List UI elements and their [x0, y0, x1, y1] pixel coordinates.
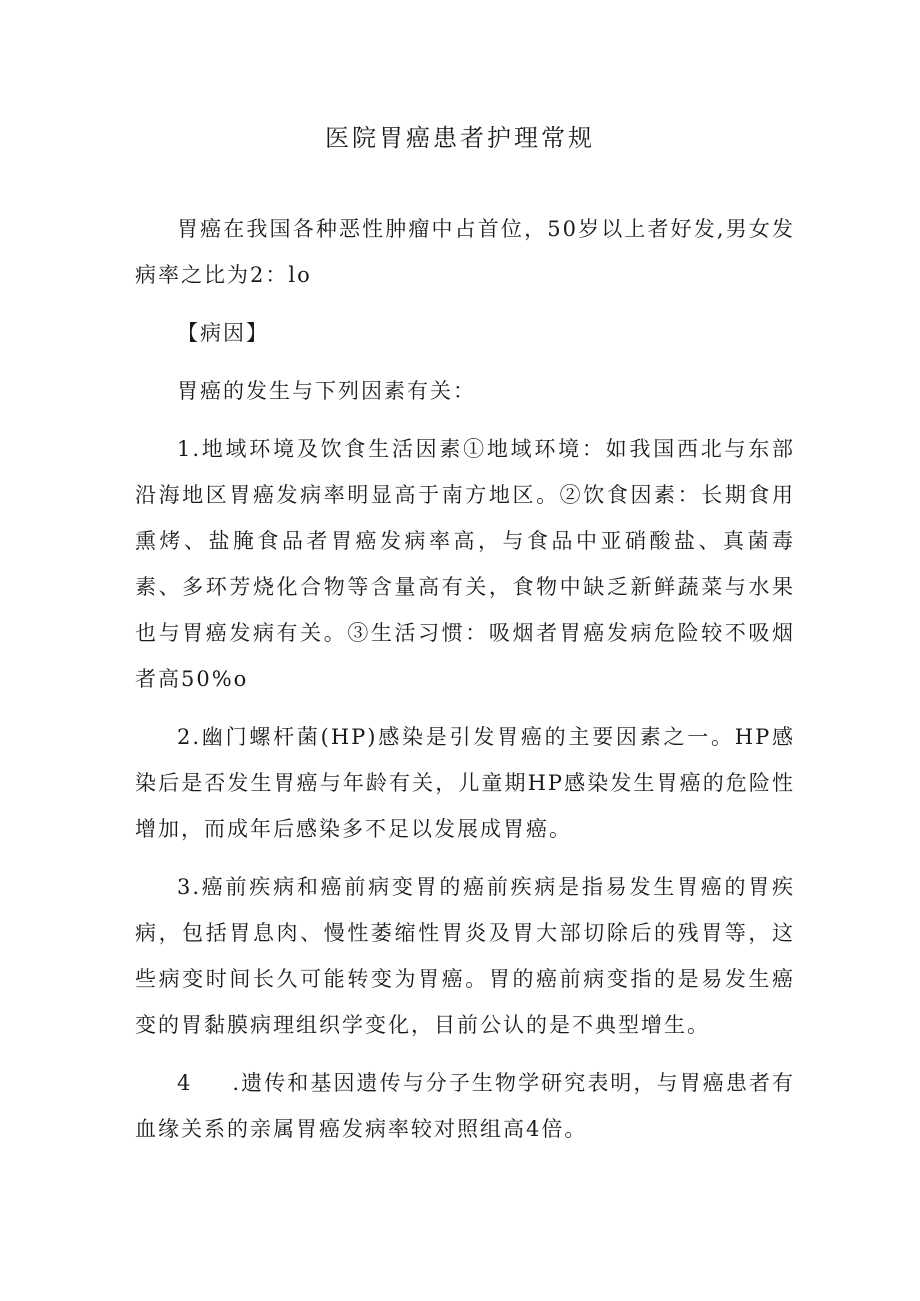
document-title: 医院胃癌患者护理常规	[325, 124, 595, 152]
item-number: 4	[177, 1071, 193, 1095]
paragraph-cause-1: 1.地域环境及饮食生活因素①地域环境：如我国西北与东部沿海地区胃癌发病率明显高于南方地区。②饮食因素：长期食用熏烤、盐腌食品者胃癌发病率高，与食品中亚硝酸盐、真菌毒素、多环芳烧化合物等含量高有关，食物中缺乏新鲜蔬菜与水果也与胃癌发病有关。③生活习惯：吸烟者胃癌发病危险较不吸烟者高50%o	[135, 437, 795, 691]
item-text: .遗传和基因遗传与分子生物学研究表明，与胃癌患者有血缘关系的亲属胃癌发病率较对照组高4倍。	[135, 1071, 795, 1141]
paragraph-cause-4	[135, 1060, 795, 1152]
paragraph-intro: 胃癌在我国各种恶性肿瘤中占首位，50岁以上者好发,男女发病率之比为2：lo	[135, 217, 795, 287]
paragraph-cause-lead: 胃癌的发生与下列因素有关：	[177, 379, 476, 403]
section-heading-cause: 【病因】	[177, 321, 269, 345]
document-body	[135, 206, 795, 1164]
paragraph-cause-2: 2.幽门螺杆菌(HP)感染是引发胃癌的主要因素之一。HP感染后是否发生胃癌与年龄有关，儿童期HP感染发生胃癌的危险性增加，而成年后感染多不足以发展成胃癌。	[135, 725, 795, 841]
paragraph-cause-3: 3.癌前疾病和癌前病变胃的癌前疾病是指易发生胃癌的胃疾病，包括胃息肉、慢性萎缩性胃炎及胃大部切除后的残胃等，这些病变时间长久可能转变为胃癌。胃的癌前病变指的是易发生癌变的胃黏膜病理组织学变化，目前公认的是不典型增生。	[135, 875, 795, 1037]
